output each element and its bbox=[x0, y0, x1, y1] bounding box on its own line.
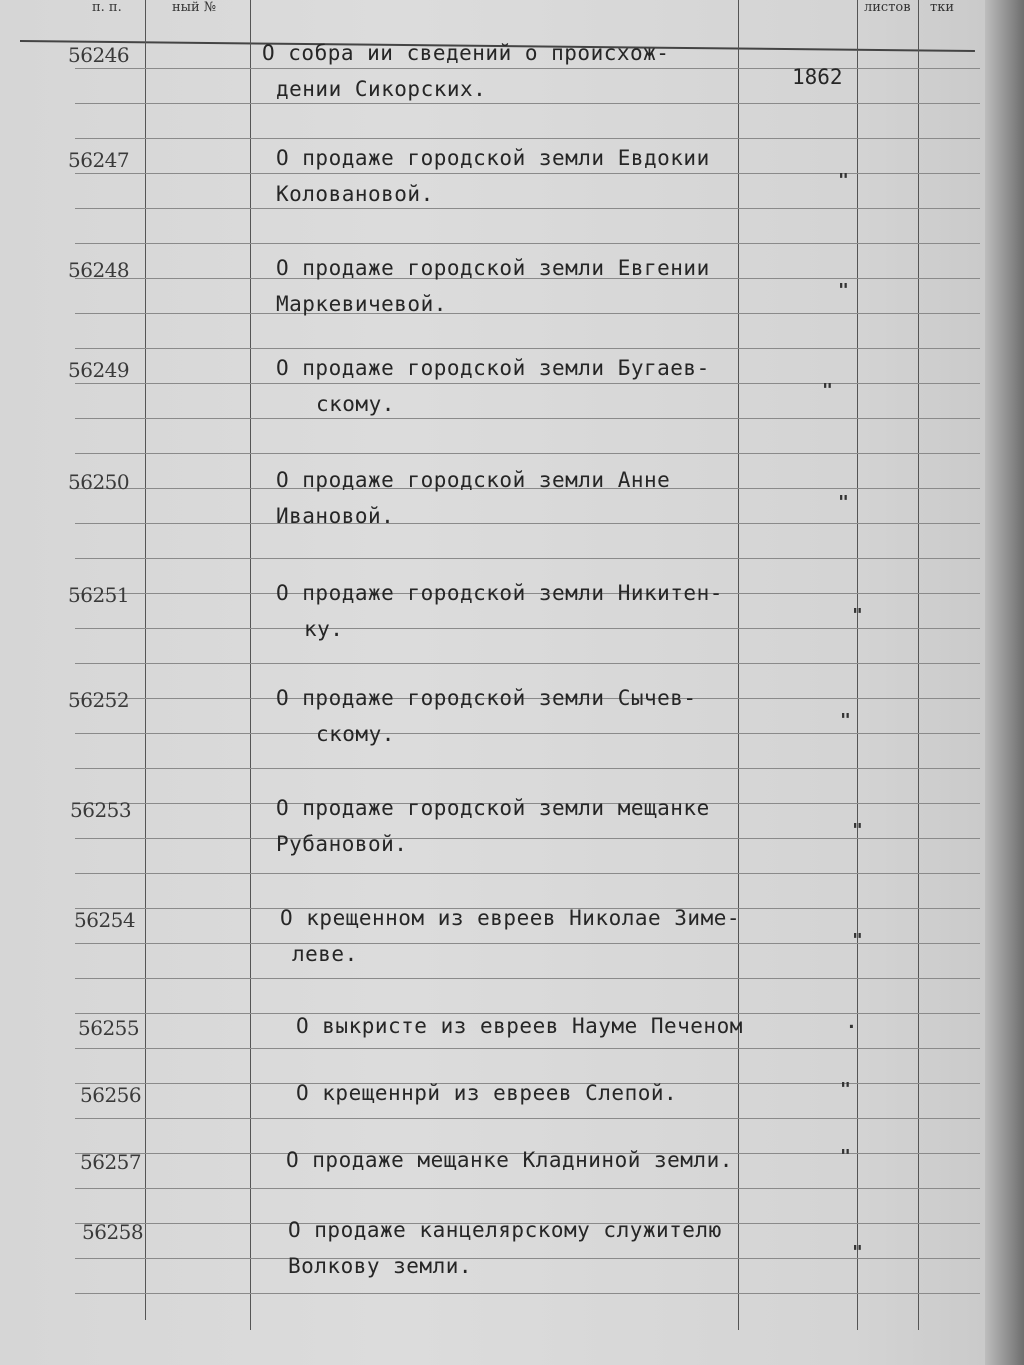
entry-title-line: О крещеннрй из евреев Слепой. bbox=[296, 1081, 678, 1105]
column-divider bbox=[738, 0, 739, 1330]
entry-title-line: леве. bbox=[292, 942, 358, 966]
entry-title-line: О продаже мещанке Кладниной земли. bbox=[286, 1148, 733, 1172]
entry-title-line: О собра ии сведений о происхож- bbox=[262, 41, 670, 65]
ruled-line bbox=[75, 733, 980, 734]
column-divider bbox=[857, 0, 858, 1330]
entry-title-line: О продаже канцелярскому служителю bbox=[288, 1218, 722, 1242]
entry-number: 56253 bbox=[70, 798, 132, 822]
entry-title-line: О продаже городской земли Анне bbox=[276, 468, 671, 492]
entry-number: 56246 bbox=[68, 43, 130, 67]
entry-number: 56258 bbox=[82, 1220, 144, 1244]
entry-title-line: скому. bbox=[316, 392, 395, 416]
entry-title-line: О продаже городской земли мещанке bbox=[276, 796, 710, 820]
entry-year: . bbox=[846, 1012, 857, 1033]
entry-year: " bbox=[838, 492, 849, 513]
ruled-line bbox=[75, 138, 980, 139]
ruled-line bbox=[75, 1118, 980, 1119]
ruled-line bbox=[75, 838, 980, 839]
entry-year: " bbox=[852, 820, 863, 841]
entry-year: 1862 bbox=[792, 65, 843, 89]
book-page-edge bbox=[985, 0, 1024, 1365]
ruled-line bbox=[75, 943, 980, 944]
entry-year: " bbox=[852, 930, 863, 951]
header-sheets: листов bbox=[864, 0, 911, 15]
ruled-line bbox=[75, 1258, 980, 1259]
entry-title-line: Рубановой. bbox=[276, 832, 408, 856]
entry-title-line: скому. bbox=[316, 722, 395, 746]
entry-title-line: Волкову земли. bbox=[288, 1254, 473, 1278]
entry-year: " bbox=[838, 170, 849, 191]
ruled-line bbox=[75, 1293, 980, 1294]
ruled-line bbox=[75, 558, 980, 559]
entry-number: 56249 bbox=[68, 358, 130, 382]
entry-number: 56252 bbox=[68, 688, 130, 712]
ruled-line bbox=[75, 243, 980, 244]
entry-number: 56255 bbox=[78, 1016, 140, 1040]
ruled-line bbox=[75, 1048, 980, 1049]
entry-title-line: дении Сикорских. bbox=[276, 77, 487, 101]
ruled-line bbox=[75, 663, 980, 664]
ruled-line bbox=[75, 628, 980, 629]
entry-title-line: О продаже городской земли Евгении bbox=[276, 256, 710, 280]
ruled-line bbox=[75, 313, 980, 314]
ruled-line bbox=[75, 1188, 980, 1189]
header-number: п. п. bbox=[92, 0, 122, 15]
entry-year: " bbox=[822, 380, 833, 401]
ruled-line bbox=[75, 103, 980, 104]
entry-title-line: О выкристе из евреев Науме Печеном bbox=[296, 1014, 743, 1038]
ruled-line bbox=[75, 208, 980, 209]
ruled-line bbox=[75, 453, 980, 454]
entry-year: " bbox=[838, 280, 849, 301]
entry-year: " bbox=[852, 1242, 863, 1263]
entry-title-line: О продаже городской земли Бугаев- bbox=[276, 356, 710, 380]
entry-number: 56248 bbox=[68, 258, 130, 282]
entry-year: " bbox=[852, 605, 863, 626]
ruled-line bbox=[75, 873, 980, 874]
header-last: тки bbox=[930, 0, 954, 15]
entry-title-line: О крещенном из евреев Николае Зиме- bbox=[280, 906, 741, 930]
entry-number: 56257 bbox=[80, 1150, 142, 1174]
entry-title-line: О продаже городской земли Никитен- bbox=[276, 581, 723, 605]
column-divider bbox=[145, 0, 146, 1320]
ruled-line bbox=[75, 418, 980, 419]
entry-title-line: О продаже городской земли Евдокии bbox=[276, 146, 710, 170]
entry-title-line: Колованoвой. bbox=[276, 182, 434, 206]
entry-number: 56247 bbox=[68, 148, 130, 172]
entry-year: " bbox=[840, 1146, 851, 1167]
entry-year: " bbox=[840, 710, 851, 731]
column-divider bbox=[250, 0, 251, 1330]
ruled-line bbox=[75, 978, 980, 979]
entry-number: 56251 bbox=[68, 583, 130, 607]
entry-title-line: Ивановой. bbox=[276, 504, 395, 528]
entry-title-line: ку. bbox=[304, 617, 344, 641]
entry-number: 56254 bbox=[74, 908, 136, 932]
entry-title-line: Маркевичевой. bbox=[276, 292, 447, 316]
header-archive: ный № bbox=[172, 0, 217, 15]
column-divider bbox=[918, 0, 919, 1330]
ruled-line bbox=[75, 768, 980, 769]
entry-number: 56250 bbox=[68, 470, 130, 494]
entry-number: 56256 bbox=[80, 1083, 142, 1107]
entry-year: " bbox=[840, 1079, 851, 1100]
entry-title-line: О продаже городской земли Сычев- bbox=[276, 686, 697, 710]
ruled-line bbox=[75, 348, 980, 349]
ruled-line bbox=[75, 523, 980, 524]
